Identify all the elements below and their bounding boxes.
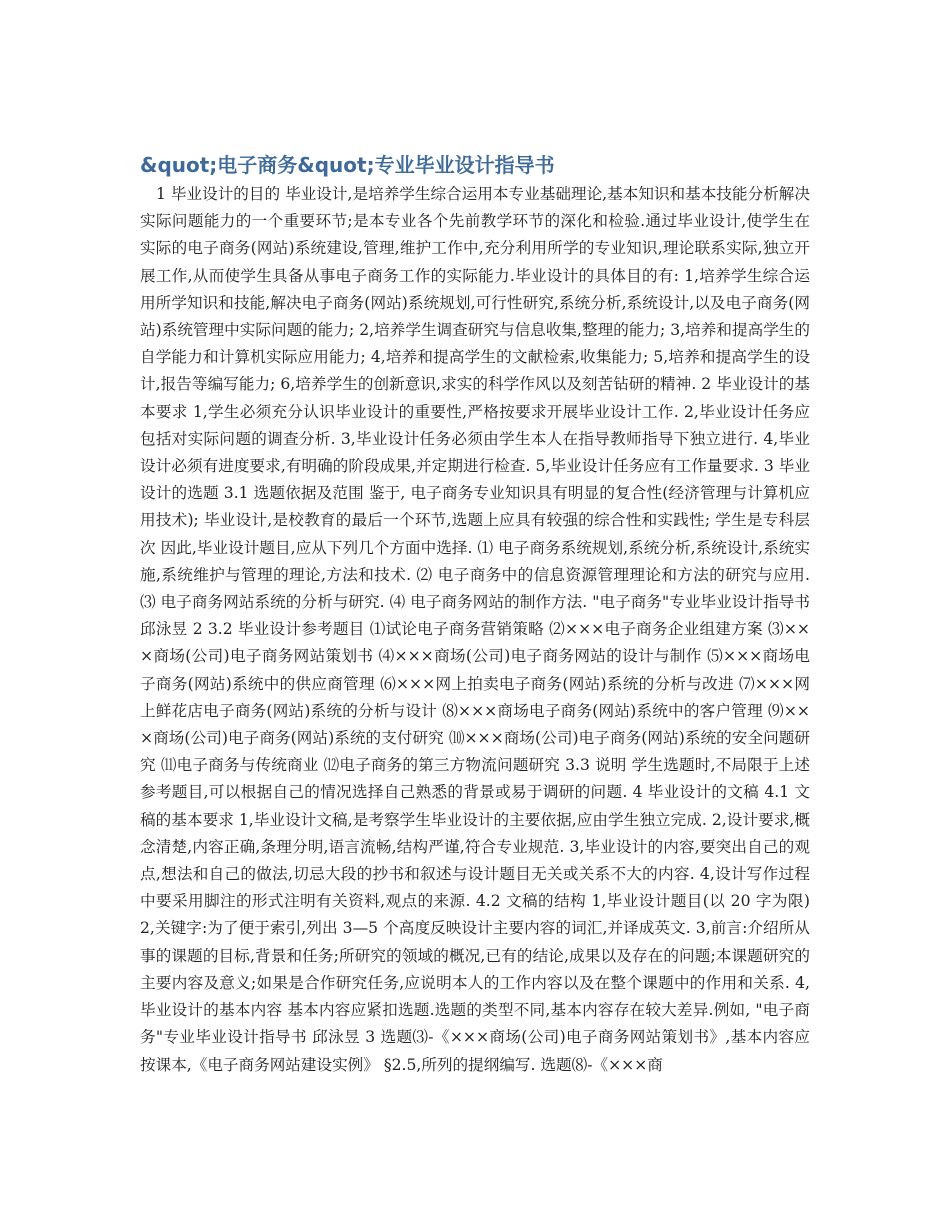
document-body-text: 1 毕业设计的目的 毕业设计,是培养学生综合运用本专业基础理论,基本知识和基本技能分析解决实际问题能力的一个重要环节;是本专业各个先前教学环节的深化和检验.通过毕业设计,使学生在实际的电子商务(网站)系统建设,管理,维护工作中,充分利用所学的专业知识,理论联系实际,独立开展工作,从而使学生具备从事电子商务工作的实际能力.毕业设计的具体目的有: 1,培养学生综合运用所学知识和技能,解决电子商务(网站)系统规划,可行性研究,系统分析,系统设计,以及电子商务(网站)系统管理中实际问题的能力; 2,培养学生调查研究与信息收集,整理的能力; 3,培养和提高学生的自学能力和计算机实际应用能力; 4,培养和提高学生的文献检索,收集能力; 5,培养和提高学生的设计,报告等编写能力; 6,培养学生的创新意识,求实的科学作风以及刻苦钻研的精神. 2 毕业设计的基本要求 1,学生必须充分认识毕业设计的重要性,严格按要求开展毕业设计工作. 2,毕业设计任务应包括对实际问题的调查分析. 3,毕业设计任务必须由学生本人在指导教师指导下独立进行. 4,毕业设计必须有进度要求,有明确的阶段成果,并定期进行检查. 5,毕业设计任务应有工作量要求. 3 毕业设计的选题 3.1 选题依据及范围 鉴于, 电子商务专业知识具有明显的复合性(经济管理与计算机应用技术); 毕业设计,是校教育的最后一个环节,选题上应具有较强的综合性和实践性; 学生是专科层次 因此,毕业设计题目,应从下列几个方面中选择. ⑴ 电子商务系统规划,系统分析,系统设计,系统实施,系统维护与管理的理论,方法和技术. ⑵ 电子商务中的信息资源管理理论和方法的研究与应用. ⑶ 电子商务网站系统的分析与研究. ⑷ 电子商务网站的制作方法. "电子商务"专业毕业设计指导书 邱泳昱 2 3.2 毕业设计参考题目 ⑴试论电子商务营销策略 ⑵×××电子商务企业组建方案 ⑶×××商场(公司)电子商务网站策划书 ⑷×××商场(公司)电子商务网站的设计与制作 ⑸×××商场电子商务(网站)系统中的供应商管理 ⑹×××网上拍卖电子商务(网站)系统的分析与改进 ⑺×××网上鲜花店电子商务(网站)系统的分析与设计 ⑻×××商场电子商务(网站)系统中的客户管理 ⑼×××商场(公司)电子商务(网站)系统的支付研究 ⑽×××商场(公司)电子商务(网站)系统的安全问题研究 ⑾电子商务与传统商业 ⑿电子商务的第三方物流问题研究 3.3 说明 学生选题时,不局限于上述参考题目,可以根据自己的情况选择自己熟悉的背景或易于调研的问题. 4 毕业设计的文稿 4.1 文稿的基本要求 1,毕业设计文稿,是考察学生毕业设计的主要依据,应由学生独立完成. 2,设计要求,概念清楚,内容正确,条理分明,语言流畅,结构严谨,符合专业规范. 3,毕业设计的内容,要突出自己的观点,想法和自己的做法,切忌大段的抄书和叙述与设计题目无关或关系不大的内容. 4,设计写作过程中要采用脚注的形式注明有关资料,观点的来源. 4.2 文稿的结构 1,毕业设计题目(以 20 字为限) 2,关键字:为了便于索引,列出 3—5 个高度反映设计主要内容的词汇,并译成英文. 3,前言:介绍所从事的课题的目标,背景和任务;所研究的领域的概况,已有的结论,成果以及存在的问题;本课题研究的主要内容及意义;如果是合作研究任务,应说明本人的工作内容以及在整个课题中的作用和关系. 4,毕业设计的基本内容 基本内容应紧扣选题.选题的类型不同,基本内容存在较大差异.例如, "电子商务"专业毕业设计指导书 邱泳昱 3 选题⑶-《×××商场(公司)电子商务网站策划书》,基本内容应按课本,《电子商务网站建设实例》 §2.5,所列的提纲编写. 选题⑻-《×××商 (140, 185, 810, 1074)
document-title: &quot;电子商务&quot;专业毕业设计指导书 (140, 153, 555, 177)
